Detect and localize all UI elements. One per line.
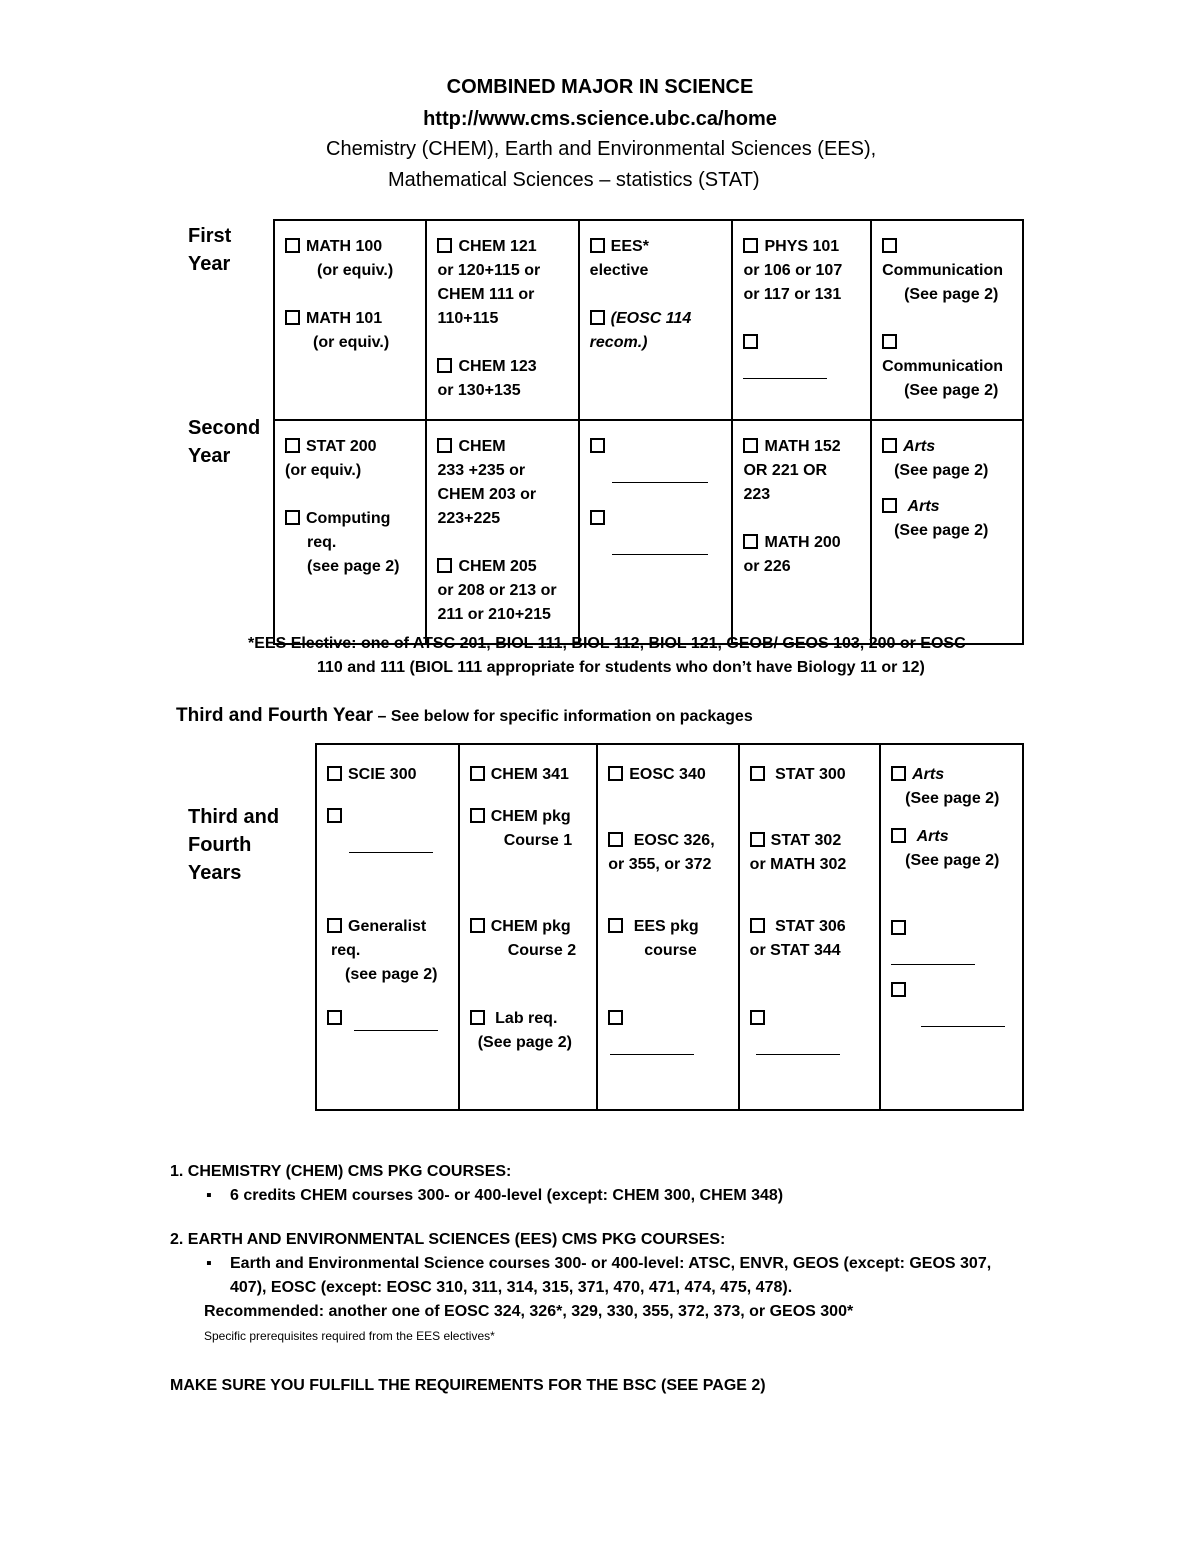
blank-line [921,1012,1005,1027]
cell-ees-first: EES* elective (EOSC 114 recom.) [579,220,733,420]
checkbox-icon[interactable] [327,808,342,823]
checkbox-icon[interactable] [327,766,342,781]
checkbox-icon[interactable] [882,238,897,253]
first-year-label: First Year [188,225,232,275]
checkbox-icon[interactable] [590,510,605,525]
blank-line [349,838,433,853]
checkbox-icon[interactable] [285,510,300,525]
checkbox-icon[interactable] [590,438,605,453]
third-fourth-year-label: Third and Fourth Years [188,806,280,884]
checkbox-icon[interactable] [285,438,300,453]
cell-eosc-upper: EOSC 340 EOSC 326, or 355, or 372 EES pkg course [597,744,738,1110]
program-url[interactable]: http://www.cms.science.ubc.ca/home [423,108,777,130]
checkbox-icon[interactable] [437,438,452,453]
checkbox-icon[interactable] [891,766,906,781]
checkbox-icon[interactable] [608,832,623,847]
blank-line [354,1016,438,1031]
package-courses-list [170,1160,1070,1368]
first-second-year-table [273,219,1024,645]
cell-comm-first: Communication (See page 2) Communication (See page 2) [871,220,1023,420]
cell-chem-upper: CHEM 341 CHEM pkg Course 1 CHEM pkg Course 2 Lab req. (See page 2) [459,744,598,1110]
subtitle-line-1: Chemistry (CHEM), Earth and Environmental Sciences (EES), [326,138,877,160]
checkbox-icon[interactable] [437,358,452,373]
checkbox-icon[interactable] [743,238,758,253]
checkbox-icon[interactable] [743,334,758,349]
section-title: Third and Fourth Year – See below for specific information on packages [176,705,753,726]
subtitle-line-2: Mathematical Sciences – statistics (STAT) [388,169,760,191]
checkbox-icon[interactable] [327,918,342,933]
blank-line [756,1040,840,1055]
checkbox-icon[interactable] [608,918,623,933]
checkbox-icon[interactable] [437,238,452,253]
requirements-reminder: MAKE SURE YOU FULFILL THE REQUIREMENTS FOR THE BSC (SEE PAGE 2) [170,1377,766,1394]
ees-elective-note-1: *EES Elective: one of ATSC 201, BIOL 111, BIOL 112, BIOL 121, GEOB/ GEOS 103, 200 or EOSC [248,635,966,652]
checkbox-icon[interactable] [285,310,300,325]
checkbox-icon[interactable] [882,438,897,453]
cell-chem-second: CHEM 233 +235 or CHEM 203 or 223+225 CHEM 205 or 208 or 213 or 211 or 210+215 [426,420,578,644]
checkbox-icon[interactable] [470,918,485,933]
checkbox-icon[interactable] [743,534,758,549]
cell-arts-upper: Arts (See page 2) Arts (See page 2) [880,744,1023,1110]
cell-math-first: MATH 100 (or equiv.) MATH 101 (or equiv.) [274,220,426,420]
checkbox-icon[interactable] [750,832,765,847]
chem-package: 1. CHEMISTRY (CHEM) CMS PKG COURSES: ▪ 6 credits CHEM courses 300- or 400-level (except: CHEM 300, CHEM 348) [170,1160,1070,1208]
cell-phys-first: PHYS 101 or 106 or 107 or 117 or 131 [732,220,871,420]
checkbox-icon[interactable] [470,766,485,781]
cell-ees-second [579,420,733,644]
checkbox-icon[interactable] [891,828,906,843]
checkbox-icon[interactable] [470,808,485,823]
cell-stat-second: STAT 200 (or equiv.) Computing req. (see page 2) [274,420,426,644]
second-year-label: Second Year [188,417,261,467]
blank-line [612,468,708,483]
checkbox-icon[interactable] [750,918,765,933]
checkbox-icon[interactable] [327,1010,342,1025]
third-fourth-year-table [315,743,1024,1111]
cell-arts-second: Arts (See page 2) Arts (See page 2) [871,420,1023,644]
cell-math-second: MATH 152 OR 221 OR 223 MATH 200 or 226 [732,420,871,644]
ees-elective-note-2: 110 and 111 (BIOL 111 appropriate for students who don’t have Biology 11 or 12) [317,659,925,676]
checkbox-icon[interactable] [743,438,758,453]
page-title: COMBINED MAJOR IN SCIENCE [446,76,754,98]
checkbox-icon[interactable] [891,982,906,997]
cell-scie: SCIE 300 Generalist req. (see page 2) [316,744,459,1110]
blank-line [743,364,827,379]
ees-package: 2. EARTH AND ENVIRONMENTAL SCIENCES (EES) CMS PKG COURSES: ▪ Earth and Environmental Science courses 300- or 400-level: ATSC, ENVR, GEOS (except: GEOS 307, 407), EOSC (except: EOSC 310, 311, 314, 315, 371, 470, 471, 474, 475, 478). Recommended: another one of EOSC 324, 326*, 329, 330, 355, 372, 373, or GEOS 300* Specific prerequisites required from the EES electives* [170,1228,1070,1348]
checkbox-icon[interactable] [590,310,605,325]
checkbox-icon[interactable] [590,238,605,253]
blank-line [610,1040,694,1055]
checkbox-icon[interactable] [750,766,765,781]
checkbox-icon[interactable] [470,1010,485,1025]
cell-chem-first: CHEM 121 or 120+115 or CHEM 111 or 110+115 CHEM 123 or 130+135 [426,220,578,420]
checkbox-icon[interactable] [750,1010,765,1025]
checkbox-icon[interactable] [285,238,300,253]
blank-line [612,540,708,555]
checkbox-icon[interactable] [608,1010,623,1025]
checkbox-icon[interactable] [882,498,897,513]
checkbox-icon[interactable] [882,334,897,349]
cell-stat-upper: STAT 300 STAT 302 or MATH 302 STAT 306 or STAT 344 [739,744,880,1110]
checkbox-icon[interactable] [437,558,452,573]
checkbox-icon[interactable] [891,920,906,935]
checkbox-icon[interactable] [608,766,623,781]
blank-line [891,950,975,965]
